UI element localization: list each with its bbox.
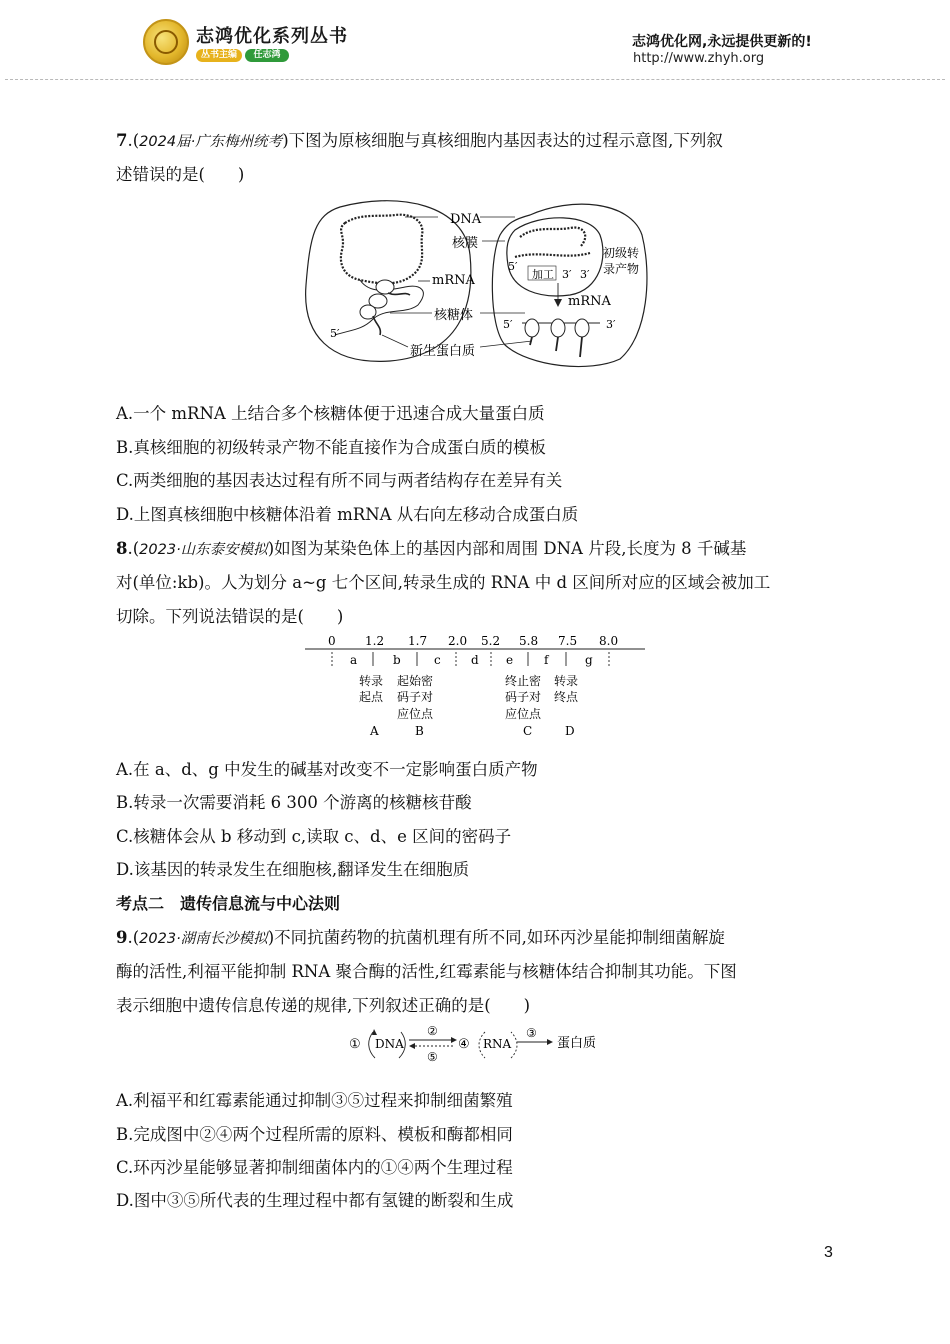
q7-option-a[interactable]: A.一个 mRNA 上结合多个核糖体便于迅速合成大量蛋白质 (116, 404, 545, 423)
section-heading: 考点二 遗传信息流与中心法则 (116, 894, 341, 913)
site-c-line-1: 终止密 (505, 674, 542, 688)
q9-option-a[interactable]: A.利福平和红霉素能通过抑制③⑤过程来抑制细菌繁殖 (116, 1091, 513, 1110)
q7-label-processing: 加工 (532, 268, 554, 281)
site-c-line-3: 应位点 (505, 707, 542, 721)
tick-label-4: 5.2 (481, 634, 501, 648)
site-b-line-3: 应位点 (397, 707, 434, 721)
q7-option-c[interactable]: C.两类细胞的基因表达过程有所不同与两者结构存在差异有关 (116, 471, 563, 490)
q8-option-a[interactable]: A.在 a、d、g 中发生的碱基对改变不一定影响蛋白质产物 (116, 760, 538, 779)
interval-c: c (434, 653, 441, 667)
header-slogan: 志鸿优化网,永远提供更新的! (632, 34, 812, 50)
tick-label-2: 1.7 (408, 634, 428, 648)
q7-stem-2: 述错误的是( ) (116, 165, 245, 184)
q7-label-3prime-right: 3′ (606, 318, 616, 331)
header-divider (5, 79, 945, 80)
process-5-label: ⑤ (427, 1050, 438, 1064)
q8-dna-segment-figure (300, 632, 650, 742)
q7-label-5prime-right: 5′ (503, 318, 513, 331)
site-letter-d: D (565, 724, 575, 738)
series-editor-name: 任志鸿 (245, 49, 289, 62)
q7-label-5prime-nucleus: 5′ (508, 260, 518, 273)
q9-number: 9 (116, 928, 128, 947)
q7-stem-1: )下图为原核细胞与真核细胞内基因表达的过程示意图,下列叙 (282, 131, 723, 150)
q7-source: 2024届·广东梅州统考 (139, 134, 283, 150)
site-b-line-2: 码子对 (397, 690, 434, 704)
q7-label-primary-transcript-1: 初级转 (603, 246, 640, 260)
interval-d: d (471, 653, 479, 667)
q7-label-mrna-right: mRNA (568, 294, 611, 309)
header-url[interactable]: http://www.zhyh.org (633, 51, 765, 66)
eukaryote-cell-outline (492, 204, 647, 366)
q7-gene-expression-figure (300, 195, 650, 370)
prokaryote-dna (341, 215, 422, 284)
process-2-label: ② (427, 1024, 438, 1038)
site-c-line-2: 码子对 (505, 690, 542, 704)
q8-source-open: .( (127, 539, 140, 558)
q7-label-dna: DNA (450, 212, 482, 227)
site-a-line-1: 转录 (359, 674, 384, 688)
tick-label-3: 2.0 (448, 634, 468, 648)
prokaryote-ribosome-1 (376, 280, 394, 294)
q8-stem-3: 切除。下列说法错误的是( ) (116, 607, 344, 626)
tick-label-0: 0 (328, 634, 336, 648)
q7-label-5prime-left: 5′ (330, 327, 340, 340)
q9-stem-3: 表示细胞中遗传信息传递的规律,下列叙述正确的是( ) (116, 996, 531, 1015)
q9-source-open: .( (127, 928, 140, 947)
q9-source: 2023·湖南长沙模拟 (139, 931, 268, 947)
site-d-line-2: 终点 (554, 690, 579, 704)
interval-b: b (393, 653, 401, 667)
q7-label-new-protein: 新生蛋白质 (410, 344, 476, 359)
eukaryote-ribosome-2 (551, 319, 565, 337)
q8-source: 2023·山东泰安模拟 (139, 542, 268, 558)
site-letter-c: C (523, 724, 533, 738)
q8-option-c[interactable]: C.核糖体会从 b 移动到 c,读取 c、d、e 区间的密码子 (116, 827, 512, 846)
interval-f: f (544, 653, 549, 667)
series-editor-label: 丛书主编 (196, 49, 242, 62)
interval-g: g (585, 653, 593, 667)
q7-option-b[interactable]: B.真核细胞的初级转录产物不能直接作为合成蛋白质的模板 (116, 438, 546, 457)
q7-label-3prime-nucleus-1: 3′ (562, 268, 572, 281)
tick-label-1: 1.2 (365, 634, 385, 648)
q8-option-b[interactable]: B.转录一次需要消耗 6 300 个游离的核糖核苷酸 (116, 793, 472, 812)
q7-label-ribosome: 核糖体 (434, 308, 474, 323)
q9-option-d[interactable]: D.图中③⑤所代表的生理过程中都有氢键的断裂和生成 (116, 1191, 514, 1210)
tick-label-7: 8.0 (599, 634, 619, 648)
site-letter-a: A (370, 724, 379, 738)
site-b-line-1: 起始密 (397, 674, 434, 688)
eukaryote-primary-transcript (515, 253, 590, 257)
q7-source-open: .( (127, 131, 140, 150)
q9-option-c[interactable]: C.环丙沙星能够显著抑制细菌体内的①④两个生理过程 (116, 1158, 513, 1177)
q9-line-1 (116, 928, 725, 949)
rna-label: RNA (483, 1037, 512, 1051)
q7-label-nuclear-membrane: 核膜 (452, 236, 479, 251)
eukaryote-peptides (530, 337, 582, 357)
process-4-label: ④ (458, 1037, 470, 1052)
protein-label: 蛋白质 (557, 1036, 597, 1051)
q8-stem-2: 对(单位:kb)。人为划分 a~g 七个区间,转录生成的 RNA 中 d 区间所对应的区域会被加工 (116, 573, 771, 592)
process-1-label: ① (349, 1037, 361, 1052)
tick-label-6: 7.5 (558, 634, 578, 648)
page-number: 3 (824, 1244, 833, 1261)
q8-number: 8 (116, 539, 128, 558)
q7-number: 7 (116, 131, 128, 150)
q7-line-1 (116, 131, 723, 152)
interval-e: e (506, 653, 514, 667)
q7-label-mrna-left: mRNA (432, 273, 475, 288)
q7-label-3prime-nucleus-2: 3′ (580, 268, 590, 281)
eukaryote-ribosome-1 (525, 319, 539, 337)
q8-stem-1: )如图为某染色体上的基因内部和周围 DNA 片段,长度为 8 千碱基 (267, 539, 747, 558)
q9-central-dogma-figure (345, 1022, 615, 1066)
q9-stem-1: )不同抗菌药物的抗菌机理有所不同,如环丙沙星能抑制细菌解旋 (267, 928, 725, 947)
publisher-logo (143, 19, 189, 65)
site-a-line-2: 起点 (359, 690, 384, 704)
interval-a: a (350, 653, 358, 667)
q8-line-1 (116, 539, 746, 560)
q8-option-d[interactable]: D.该基因的转录发生在细胞核,翻译发生在细胞质 (116, 860, 470, 879)
dna-label: DNA (375, 1037, 404, 1051)
q7-option-d[interactable]: D.上图真核细胞中核糖体沿着 mRNA 从右向左移动合成蛋白质 (116, 505, 579, 524)
site-d-line-1: 转录 (554, 674, 579, 688)
q9-option-b[interactable]: B.完成图中②④两个过程所需的原料、模板和酶都相同 (116, 1125, 513, 1144)
brand-title: 志鸿优化系列丛书 (196, 26, 348, 47)
site-letter-b: B (415, 724, 424, 738)
q7-label-primary-transcript-2: 录产物 (603, 262, 640, 276)
eukaryote-ribosome-3 (575, 319, 589, 337)
q9-stem-2: 酶的活性,利福平能抑制 RNA 聚合酶的活性,红霉素能与核糖体结合抑制其功能。下图 (116, 962, 737, 981)
tick-label-5: 5.8 (519, 634, 539, 648)
process-3-label: ③ (526, 1026, 537, 1040)
eukaryote-dna (520, 228, 585, 247)
